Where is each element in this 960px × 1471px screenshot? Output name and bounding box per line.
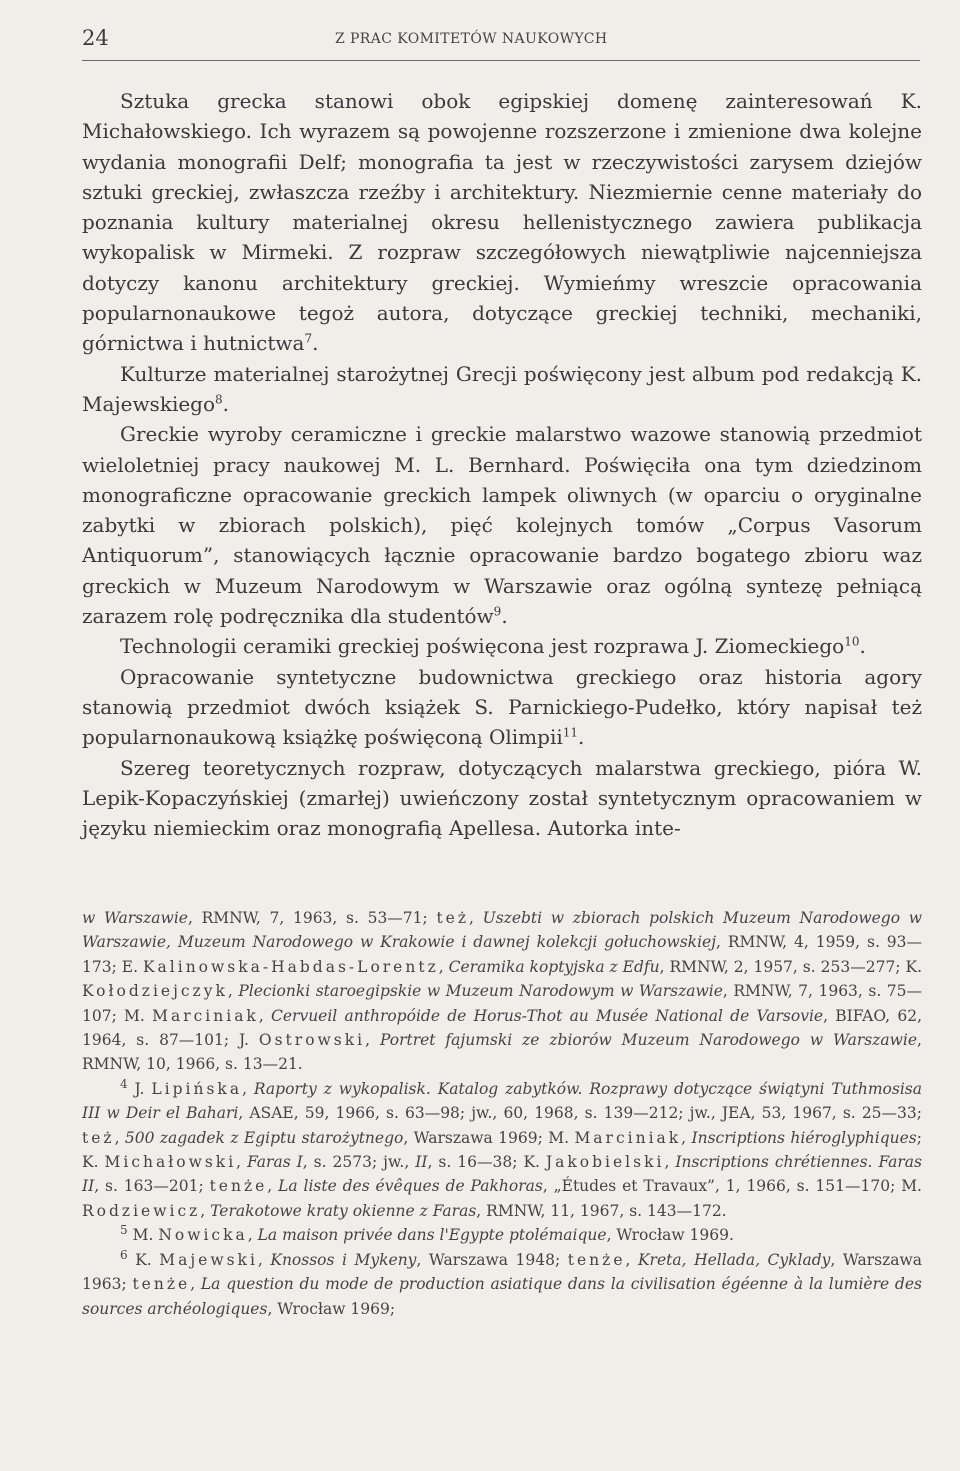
page-number: 24 bbox=[82, 26, 109, 50]
text-segment: , RMNW, 7, 1963, s. 53—71; bbox=[187, 909, 437, 927]
text-segment: , s. 2573; jw., bbox=[302, 1153, 416, 1172]
text-segment: , RMNW, 11, 1967, s. 143—172. bbox=[476, 1201, 727, 1220]
footnote-ref: 7 bbox=[304, 331, 313, 346]
author-name: Marciniak bbox=[574, 1128, 682, 1147]
running-head: Z PRAC KOMITETÓW NAUKOWYCH bbox=[335, 31, 608, 47]
text-segment: , BIFAO, 62, 1964, s. 87—101; J. bbox=[82, 1006, 922, 1050]
author-name: Jakobielski bbox=[545, 1153, 665, 1172]
footnote-5 bbox=[82, 1223, 922, 1247]
title-text: Inscriptions hiéroglyphiques bbox=[691, 1128, 917, 1147]
author-name: Michałowski bbox=[104, 1153, 237, 1172]
text-segment: K. bbox=[135, 1250, 160, 1269]
footnote-4 bbox=[82, 1077, 922, 1223]
title-text: II bbox=[415, 1153, 428, 1172]
text-segment: , Warszawa 1963; bbox=[82, 1250, 923, 1294]
text-segment: , RMNW, 2, 1957, s. 253—277; K. bbox=[659, 957, 922, 976]
paragraph: Greckie wyroby ceramiczne i greckie malarstwo wazowe stanowią przedmiot wieloletniej pracy naukowej M. L. Bernhard. Poświęciła ona tym dziedzinom monograficzne opracowanie greckich lampek oliwnych (w oparciu o oryginalne zabytki w zbiorach polskich), pięć kolejnych tomów „Corpus Vasorum Antiquorum”, stanowiących łącznie opracowanie bardzo bogatego zbioru waz greckich w Muzeum Narodowym w Warszawie oraz ogólną syntezę pełniącą zarazem rolę podręcznika dla studentów$^9$. bbox=[82, 422, 922, 629]
author-name: Lipińska bbox=[151, 1079, 243, 1098]
footnotes bbox=[82, 906, 922, 1321]
title-text: Terakotowe kraty okienne z Faras bbox=[210, 1201, 477, 1220]
footnote-ref: 8 bbox=[215, 392, 223, 407]
paragraph: Sztuka grecka stanowi obok egipskiej domenę zainteresowań K. Michałowskiego. Ich wyrazem są powojenne rozszerzone i zmienione dwa kolejne wydania monografii Delf; monografia ta jest w rzeczywistości zarysem dziejów sztuki greckiej, zwłaszcza rzeźby i architektury. Niezmiernie cenne materiały do poznania kultury materialnej okresu hellenistycznego zawiera publikacja wykopalisk w Mirmeki. Z rozpraw szczegółowych niewątpliwie najcenniejsza dotyczy kanonu architektury greckiej. Wymieńmy wreszcie opracowania popularnonaukowe tegoż autora, dotyczące greckiej techniki, mechaniki, górnictwa i hutnictwa$^7$. bbox=[82, 89, 922, 356]
text-segment: , „Études et Travaux”, 1, 1966, s. 151—170; M. bbox=[542, 1177, 922, 1196]
text-segment: J. bbox=[134, 1079, 152, 1098]
text-segment: , ASAE, 59, 1966, s. 63—98; jw., 60, 1968, s. 139—212; jw., JEA, 53, 1967, s. 25—33; bbox=[238, 1104, 922, 1123]
paragraph: Opracowanie syntetyczne budownictwa greckiego oraz historia agory stanowią przedmiot dwóch książek S. Parnickiego-Pudełko, który napisał też popularnonaukową książkę poświęconą Olimpii$^{11}$. bbox=[82, 664, 922, 750]
main-text bbox=[82, 86, 922, 843]
author-name: Kołodziejczyk bbox=[82, 982, 228, 1001]
footnote-number: 6 bbox=[120, 1247, 128, 1262]
title-text: La question du mode de production asiatique dans la civilisation égéenne à la lumière des sources archéologiques bbox=[82, 1275, 922, 1318]
text-segment: , bbox=[625, 1250, 638, 1269]
text-segment: , RMNW, 10, 1966, s. 13—21. bbox=[82, 1031, 922, 1074]
text-segment: , bbox=[258, 1006, 271, 1025]
text-segment: , bbox=[114, 1128, 125, 1147]
text-segment: , bbox=[664, 1153, 676, 1172]
title-text: w Warszawie bbox=[82, 909, 188, 927]
footnote-ref: 9 bbox=[493, 604, 502, 619]
title-text: La maison privée dans l'Egypte ptolémaique bbox=[257, 1226, 607, 1245]
text-segment: , bbox=[469, 909, 483, 927]
author-name: Kalinowska-Habdas-Lorentz bbox=[142, 957, 439, 976]
paragraph: Szereg teoretycznych rozpraw, dotyczących malarstwa greckiego, pióra W. Lepik-Kopaczyńskiej (zmarłej) uwieńczony został syntetycznym opracowaniem w języku niemieckim oraz monografią Apellesa. Autorka inte- bbox=[82, 755, 922, 841]
text-segment: , bbox=[438, 957, 449, 976]
text-segment: ; K. bbox=[82, 1128, 922, 1172]
author-name: tenże bbox=[132, 1275, 191, 1294]
text-segment: , bbox=[190, 1275, 201, 1294]
text-segment: , bbox=[267, 1177, 279, 1196]
author-name: tenże bbox=[209, 1177, 268, 1196]
text-segment: , bbox=[247, 1226, 258, 1245]
paragraph: Kulturze materialnej starożytnej Grecji poświęcony jest album pod redakcją K. Majewskiego$^8$. bbox=[82, 361, 922, 416]
title-text: Faras I bbox=[247, 1153, 303, 1172]
author-name: też bbox=[436, 909, 470, 927]
text-segment: , Wrocław 1969. bbox=[606, 1226, 734, 1245]
author-name: Marciniak bbox=[152, 1006, 259, 1025]
footnote-number: 4 bbox=[120, 1076, 128, 1091]
author-name: Ostrowski bbox=[258, 1031, 366, 1050]
author-name: Nowicka bbox=[158, 1226, 248, 1245]
text-segment: , bbox=[200, 1201, 211, 1220]
text-segment: , bbox=[681, 1128, 692, 1147]
title-text: Plecionki staroegipskie w Muzeum Narodowym w Warszawie bbox=[238, 982, 723, 1001]
text-segment: , Wrocław 1969; bbox=[267, 1299, 396, 1318]
title-text: Uszebti w zbiorach polskich Muzeum Narodowego w Warszawie, Muzeum Narodowego w Krakowie i dawnej kolekcji gołuchowskiej bbox=[82, 909, 922, 952]
footnote-ref: 11 bbox=[562, 725, 579, 740]
footnote-ref: 10 bbox=[844, 634, 860, 649]
text-segment: , RMNW, 7, 1963, s. 75—107; M. bbox=[82, 982, 923, 1025]
footnote-number: 5 bbox=[120, 1223, 128, 1238]
footnote-6 bbox=[82, 1248, 922, 1321]
paragraph: Technologii ceramiki greckiej poświęcona jest rozprawa J. Ziomeckiego$^{10}$. bbox=[120, 634, 866, 659]
title-text: La liste des évêques de Pakhoras bbox=[278, 1177, 543, 1196]
text-segment: , bbox=[257, 1250, 271, 1269]
text-segment: , bbox=[227, 982, 239, 1001]
title-text: Portret fajumski ze zbiorów Muzeum Narodowego w Warszawie bbox=[379, 1031, 918, 1050]
text-segment: , bbox=[236, 1153, 248, 1172]
text-segment: , s. 163—201; bbox=[94, 1177, 210, 1196]
text-segment: , Warszawa 1948; bbox=[416, 1250, 568, 1269]
footnote-continued bbox=[82, 906, 922, 1077]
text-segment: , RMNW, 4, 1959, s. 93—173; E. bbox=[82, 933, 922, 976]
title-text: Inscriptions chrétiennes. Faras II bbox=[82, 1153, 923, 1196]
title-text: 500 zagadek z Egiptu starożytnego bbox=[124, 1128, 404, 1147]
text-segment: , bbox=[242, 1079, 254, 1098]
author-name: tenże bbox=[567, 1250, 626, 1269]
text-segment: , Warszawa 1969; M. bbox=[403, 1128, 575, 1147]
page-header bbox=[82, 26, 920, 56]
title-text: Kreta, Hellada, Cyklady bbox=[637, 1250, 831, 1269]
header-rule bbox=[82, 60, 920, 61]
author-name: Majewski bbox=[159, 1250, 258, 1269]
title-text: Raporty z wykopalisk. Katalog zabytków. Rozprawy dotyczące świątyni Tuthmosisa III w Deir el Bahari bbox=[82, 1079, 922, 1123]
author-name: też bbox=[82, 1128, 115, 1147]
author-name: Rodziewicz bbox=[82, 1201, 201, 1220]
text-segment: M. bbox=[132, 1226, 159, 1245]
title-text: Cervueil anthropóide de Horus-Thot au Musée National de Varsovie bbox=[271, 1006, 824, 1025]
text-segment: , bbox=[365, 1031, 380, 1050]
text-segment: , s. 16—38; K. bbox=[427, 1153, 546, 1172]
title-text: Knossos i Mykeny bbox=[270, 1250, 417, 1269]
title-text: Ceramika koptyjska z Edfu bbox=[448, 957, 660, 976]
